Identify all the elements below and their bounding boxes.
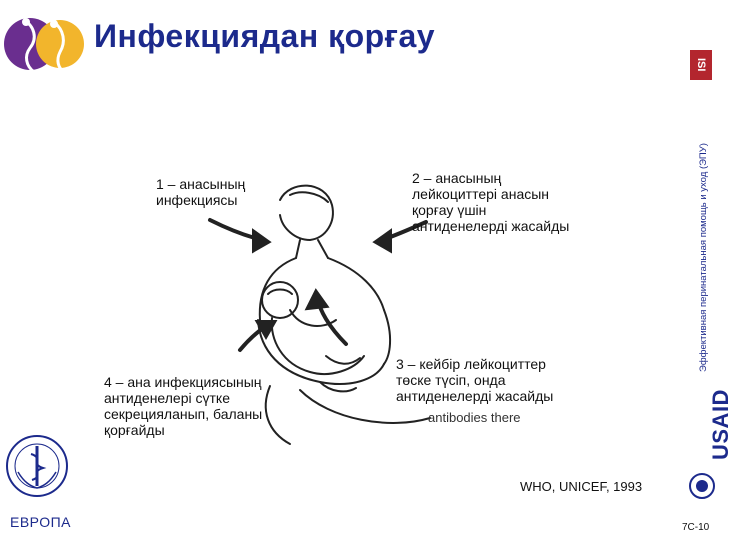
source-citation: WHO, UNICEF, 1993: [520, 479, 643, 494]
pregnant-mother-logo: [4, 8, 86, 78]
page-title: Инфекциядан қорғау: [94, 18, 436, 54]
usaid-logo: USAID: [708, 389, 733, 460]
step-2-label: 2 – анасының лейкоциттері анасын қорғау үшін антиденелерді жасайды: [412, 170, 570, 234]
europa-label: ЕВРОПА: [10, 514, 71, 530]
overlaid-english-text: antibodies there: [428, 410, 521, 425]
step-3-label: 3 – кейбір лейкоциттер төске түсіп, онда антиденелерді жасайды: [396, 356, 554, 404]
side-caption: Эффективная перинатальная помощь и уход (ЭПУ): [698, 143, 709, 372]
step-1-label: 1 – анасының инфекциясы: [156, 176, 246, 208]
usaid-seal-icon: [688, 472, 716, 500]
who-emblem-icon: [4, 424, 70, 514]
slide-number: 7C-10: [682, 522, 710, 533]
isi-badge: ISI: [690, 50, 712, 80]
step-4-label: 4 – ана инфекциясының антиденелері сүтке секрецияланып, баланы қорғайды: [104, 374, 263, 438]
